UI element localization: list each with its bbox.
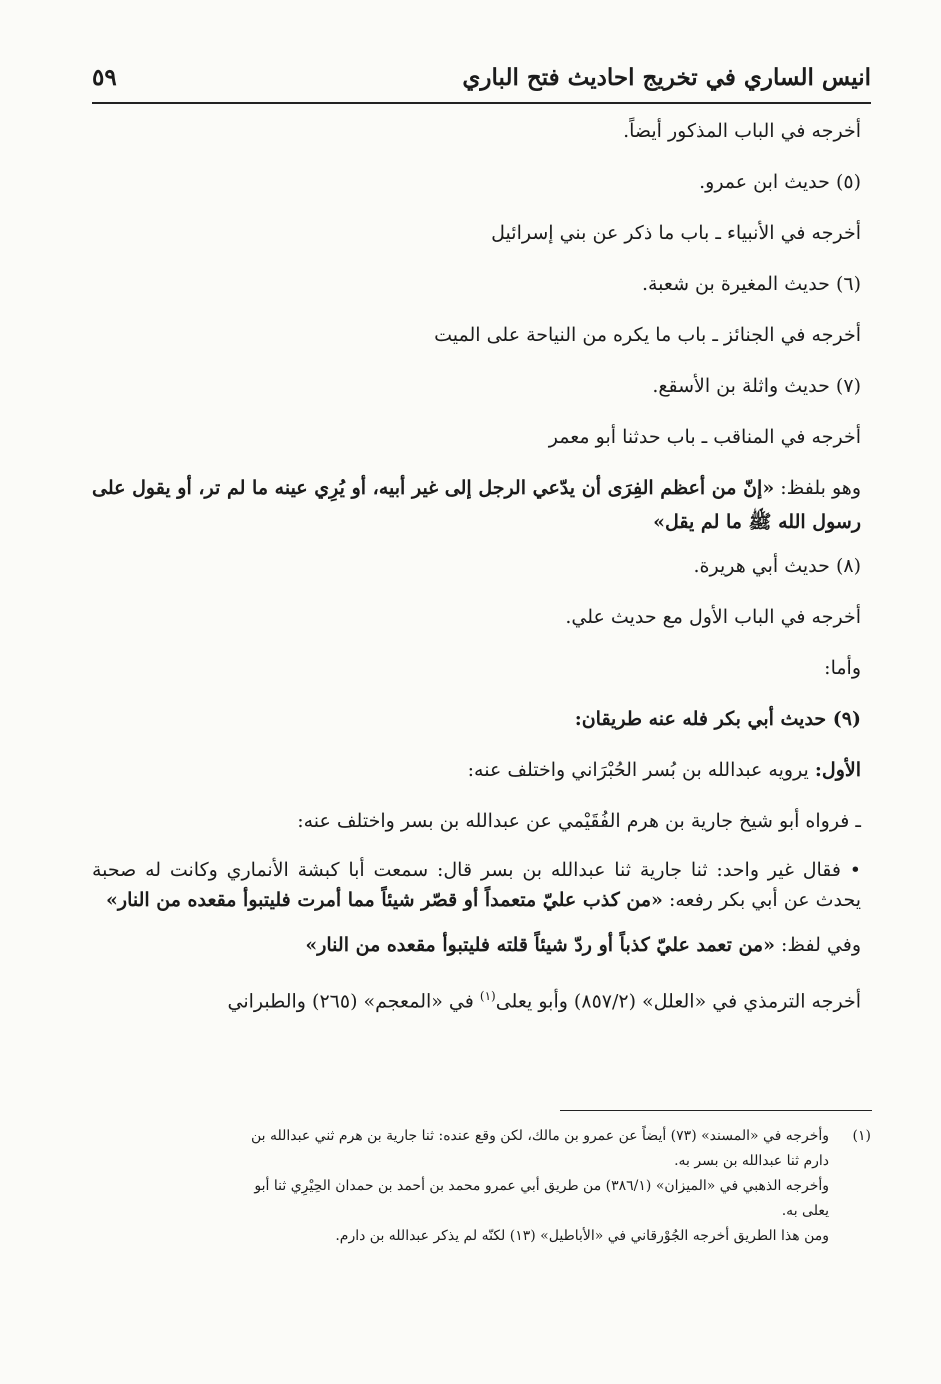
header-title: انيس الساري في تخريج احاديث فتح الباري [462, 64, 871, 91]
footnote-text: يعلى به. [781, 1203, 829, 1219]
header-divider [92, 102, 871, 104]
footnote-divider [560, 1110, 872, 1111]
text-line: أخرجه في الباب المذكور أيضاً. [623, 120, 861, 142]
text-line: وأما: [824, 657, 861, 679]
citation-text: في «المعجم» (٢٦٥) والطبراني [227, 990, 480, 1013]
footnote-text: وأخرجه في «المسند» (٧٣) أيضاً عن عمرو بن مالك، لكن وقع عنده: ثنا جارية بن هرم ثني عبدالله بن [250, 1128, 829, 1144]
hadith-wording-paragraph [92, 471, 861, 539]
hadith-heading: (٨) حديث أبي هريرة. [693, 555, 861, 577]
text-line [92, 932, 861, 958]
footnotes [88, 1124, 871, 1249]
hadith-quote: «إنّ من أعظم الفِرَى أن يدّعي الرجل إلى غير أبيه، أو يُرِي عينه ما لم تر، أو يقول على رسول الله ﷺ ما لم يقل» [92, 477, 861, 533]
hadith-heading: (٧) حديث واثلة بن الأسقع. [652, 375, 861, 397]
text-line: أخرجه في الباب الأول مع حديث علي. [565, 606, 861, 628]
hadith-heading: (٥) حديث ابن عمرو. [699, 171, 861, 193]
first-route-text: يرويه عبدالله بن بُسر الحُبْرَاني واختلف عنه: [467, 759, 815, 781]
text-line: أخرجه في الأنبياء ـ باب ما ذكر عن بني إسرائيل [491, 222, 861, 244]
text-line [92, 983, 861, 1014]
page-number: ٥٩ [92, 64, 117, 91]
text-line: أخرجه في المناقب ـ باب حدثنا أبو معمر [548, 426, 861, 448]
footnote-reference: (١) [479, 989, 496, 1003]
text-line: أخرجه في الجنائز ـ باب ما يكره من النياحة على الميت [434, 324, 861, 346]
wording-prefix: وهو بلفظ: [774, 477, 861, 499]
footnote-text: ومن هذا الطريق أخرجه الجُوْرقاني في «الأباطيل» (١٣) لكنّه لم يذكر عبدالله بن دارم. [335, 1228, 829, 1244]
main-text [92, 118, 861, 1014]
footnote-text: دارم ثنا عبدالله بن بسر به. [674, 1153, 829, 1169]
hadith-quote: «من كذب عليّ متعمداً أو قصّر شيئاً مما أمرت فليتبوأ مقعده من النار» [106, 889, 663, 911]
narration-prefix: • فقال غير واحد: ثنا جارية ثنا عبدالله بن بسر قال: سمعت أبا كبشة الأنماري وكانت له صحبة يحدث عن أبي بكر رفعه: [92, 859, 861, 911]
first-route-label: الأول: [814, 759, 861, 781]
section-heading: (٩) حديث أبي بكر فله عنه طريقان: [574, 708, 861, 730]
narration-paragraph [92, 855, 861, 915]
wording-prefix: وفي لفظ: [774, 934, 861, 956]
text-line [92, 757, 861, 783]
hadith-quote: «من تعمد عليّ كذباً أو ردّ شيئاً قلته فليتبوأ مقعده من النار» [305, 934, 775, 956]
hadith-heading: (٦) حديث المغيرة بن شعبة. [641, 273, 861, 295]
text-line: ـ فرواه أبو شيخ جارية بن هرم الفُقَيْمي عن عبدالله بن بسر واختلف عنه: [297, 810, 861, 832]
footnote-text: وأخرجه الذهبي في «الميزان» (٣٨٦/١) من طريق أبي عمرو محمد بن أحمد بن حمدان الحِيْرِي ثنا أبو [254, 1178, 829, 1194]
footnote-item [88, 1124, 871, 1149]
running-header [92, 62, 871, 102]
citation-text: أخرجه الترمذي في «العلل» (٨٥٧/٢) وأبو يعلى [495, 990, 861, 1013]
footnote-marker: (١) [852, 1128, 871, 1144]
